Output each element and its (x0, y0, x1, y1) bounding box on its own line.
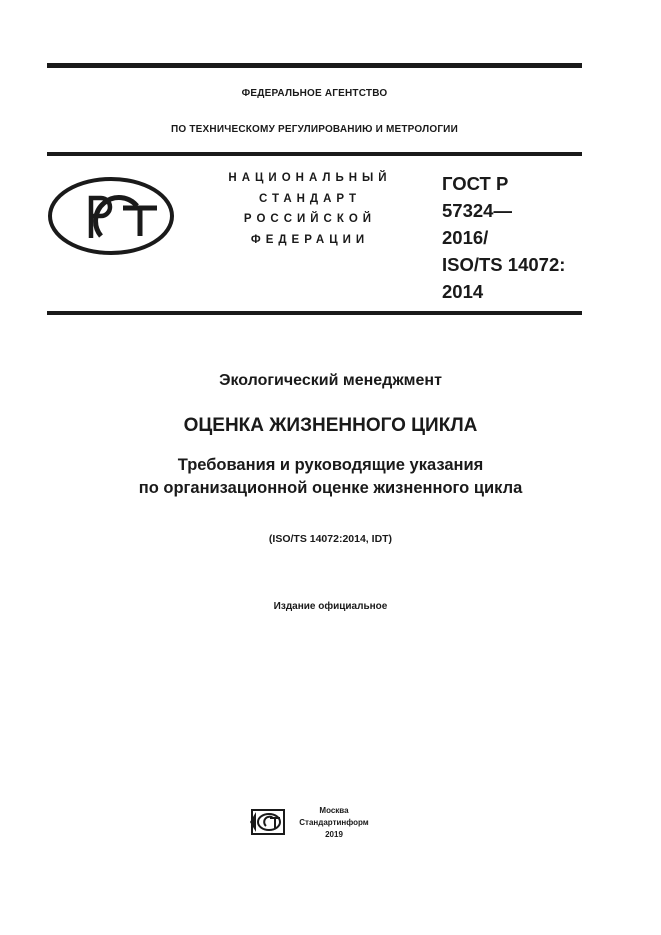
top-rule (47, 63, 582, 68)
standard-type-line-2: СТАНДАРТ (259, 193, 361, 205)
standard-designation (442, 170, 582, 305)
identity-note: (ISO/TS 14072:2014, IDT) (268, 533, 393, 545)
header-rule (47, 152, 582, 156)
designation-line-1: ГОСТ Р (442, 173, 509, 194)
designation-line-5: 2014 (442, 281, 484, 302)
agency-line-1: ФЕДЕРАЛЬНОЕ АГЕНТСТВО (241, 88, 388, 99)
designation-line-4: ISO/TS 14072: (442, 254, 566, 275)
designation-line-2: 57324— (442, 200, 512, 221)
document-subject: Экологический менеджмент (219, 372, 442, 389)
standard-type-line-3: РОССИЙСКОЙ (243, 213, 377, 225)
standartinform-logo-icon (248, 806, 288, 838)
edition-note: Издание официальное (273, 601, 388, 612)
standard-type-line-4: ФЕДЕРАЦИИ (250, 234, 370, 246)
rst-certification-mark-icon (47, 176, 175, 256)
designation-line-3: 2016/ (442, 227, 489, 248)
agency-line-2: ПО ТЕХНИЧЕСКОМУ РЕГУЛИРОВАНИЮ И МЕТРОЛОГИИ (171, 124, 458, 135)
publisher-name: Стандартинформ (299, 818, 369, 827)
document-title: ОЦЕНКА ЖИЗНЕННОГО ЦИКЛА (183, 415, 478, 436)
standard-type-line-1: НАЦИОНАЛЬНЫЙ (228, 172, 392, 184)
publisher-city: Москва (319, 806, 349, 815)
publisher-year: 2019 (325, 830, 343, 839)
designation-rule (47, 311, 582, 315)
requirements-line-1: Требования и руководящие указания (177, 456, 484, 474)
requirements-line-2: по организационной оценке жизненного цикла (138, 479, 523, 497)
